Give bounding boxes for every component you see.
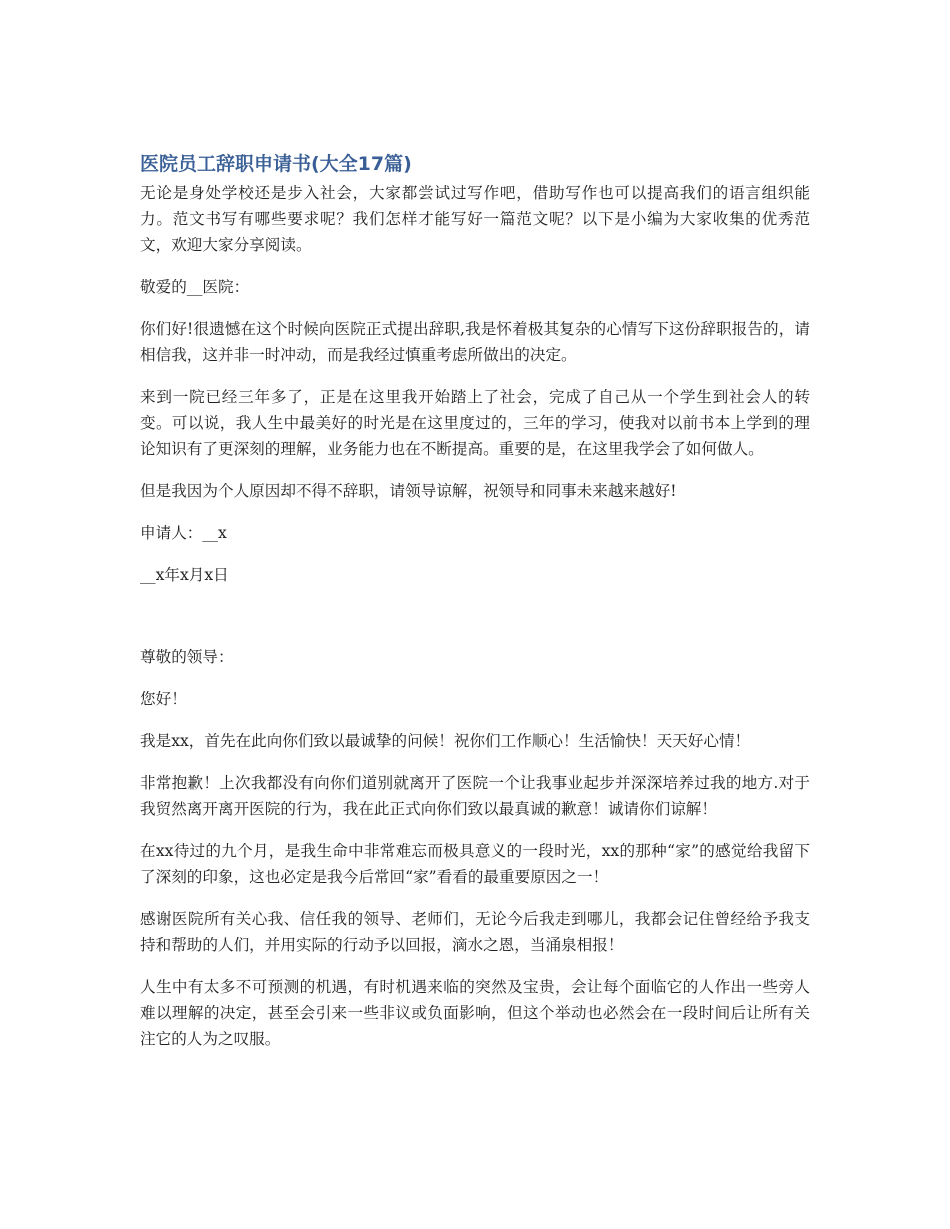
letter1-paragraph-3: 但是我因为个人原因却不得不辞职，请领导谅解，祝领导和同事未来越来越好! [140,482,677,500]
letter1-paragraph-1: 你们好!很遗憾在这个时候向医院正式提出辞职,我是怀着极其复杂的心情写下这份辞职报告的，请相信我，这并非一时冲动，而是我经过慎重考虑所做出的决定。 [140,320,810,364]
letter2-paragraph-2: 非常抱歉！上次我都没有向你们道别就离开了医院一个让我事业起步并深深培养过我的地方.对于我贸然离开离开医院的行为，我在此正式向你们致以最真诚的歉意！诚请你们谅解！ [140,774,810,818]
document-page [140,150,810,1068]
letter1-salutation: 敬爱的__医院： [140,278,250,296]
letter2-paragraph-4: 感谢医院所有关心我、信任我的领导、老师们，无论今后我走到哪儿，我都会记住曾经给予我支持和帮助的人们，并用实际的行动予以回报，滴水之恩，当涌泉相报！ [140,910,810,954]
intro-paragraph: 无论是身处学校还是步入社会，大家都尝试过写作吧，借助写作也可以提高我们的语言组织能力。范文书写有哪些要求呢？我们怎样才能写好一篇范文呢？以下是小编为大家收集的优秀范文，欢迎大家分享阅读。 [140,184,810,254]
document-title: 医院员工辞职申请书(大全17篇) [140,153,412,175]
letter2-paragraph-1: 我是xx，首先在此向你们致以最诚挚的问候！祝你们工作顺心！生活愉快！天天好心情！ [140,732,751,750]
letter2-greeting: 您好！ [140,690,187,708]
letter1-date: __x年x月x日 [140,566,229,584]
letter2-paragraph-5: 人生中有太多不可预测的机遇，有时机遇来临的突然及宝贵，会让每个面临它的人作出一些旁人难以理解的决定，甚至会引来一些非议或负面影响，但这个举动也必然会在一段时间后让所有关注它的人为之叹服。 [140,978,810,1048]
letter1-paragraph-2: 来到一院已经三年多了，正是在这里我开始踏上了社会，完成了自己从一个学生到社会人的转变。可以说，我人生中最美好的时光是在这里度过的，三年的学习，使我对以前书本上学到的理论知识有了更深刻的理解，业务能力也在不断提高。重要的是，在这里我学会了如何做人。 [140,388,810,458]
letter2-salutation: 尊敬的领导： [140,648,234,666]
letter2-paragraph-3: 在xx待过的九个月，是我生命中非常难忘而极具意义的一段时光，xx的那种“家”的感觉给我留下了深刻的印象，这也必定是我今后常回“家”看看的最重要原因之一！ [140,842,810,886]
section-gap [140,604,810,644]
letter1-applicant: 申请人：__x [140,524,227,542]
